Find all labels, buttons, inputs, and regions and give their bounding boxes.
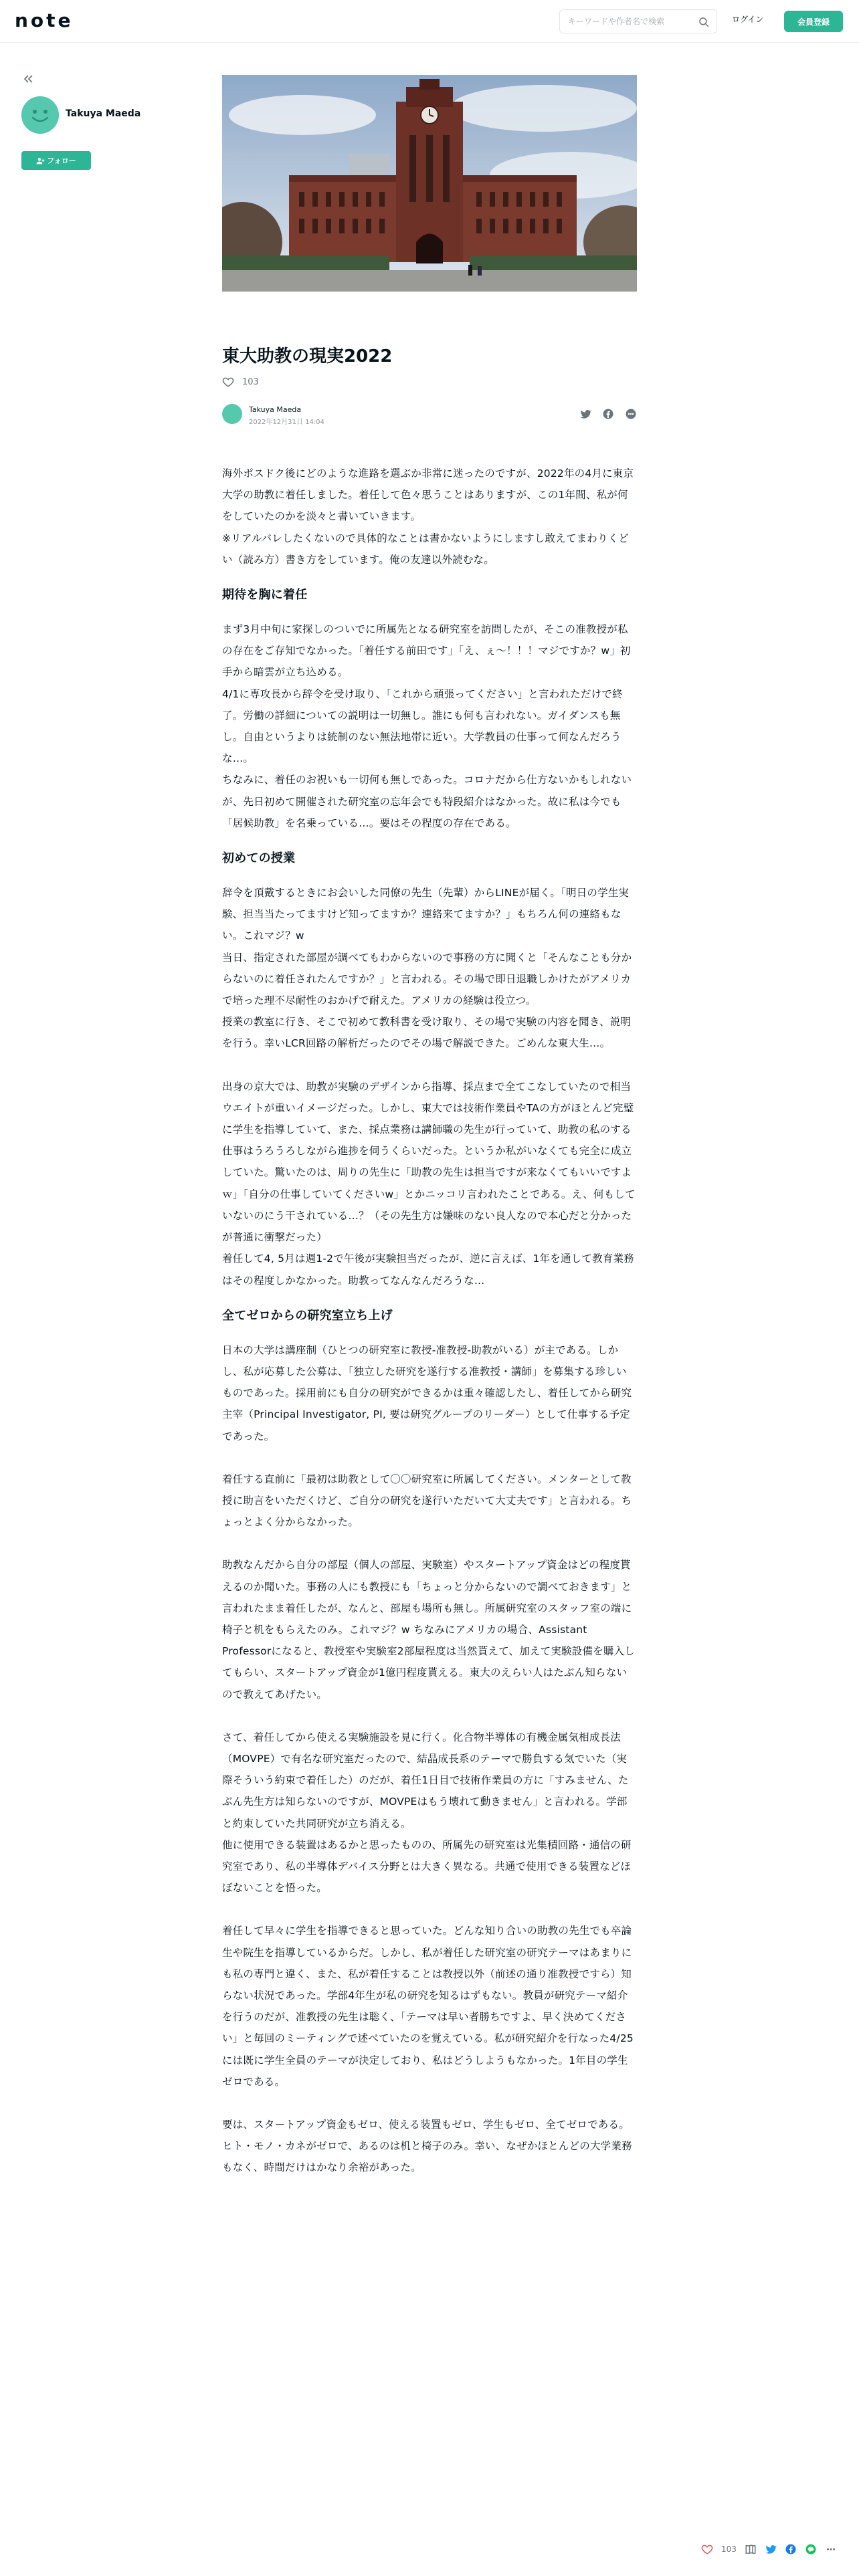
paragraph: 助教なんだから自分の部屋（個人の部屋、実験室）やスタートアップ資金はどの程度貰えるのか聞いた。事務の人にも教授にも「ちょっと分からないので調べておきます」と言われたまま着任したが、なんと、部屋も場所も無し。所属研究室のスタッフ室の端に椅子と机をもらえたのみ。これマジ？w ちなみにアメリカの場合、Assistant Professorになると、教授室や実験室2部屋程度は当然貰えて、加えて実験設備を購入してもらい、スタートアップ資金が1億円程度貰える。東大のえらい人はたぶん知らないので教えてあげたい。 bbox=[222, 1559, 635, 1701]
section-heading: 初めての授業 bbox=[222, 851, 296, 866]
article-body bbox=[222, 463, 637, 2179]
section-heading: 全てゼロからの研究室立ち上げ bbox=[222, 1308, 393, 1323]
follow-button[interactable] bbox=[21, 151, 91, 170]
paragraph-spacer bbox=[222, 1899, 637, 1920]
search-icon[interactable] bbox=[698, 16, 710, 28]
share-icons bbox=[579, 408, 637, 420]
paragraph-spacer bbox=[222, 1055, 637, 1076]
paragraph: 4/1に専攻長から辞令を受け取り、「これから頑張ってください」と言われただけで終了。労働の詳細についての説明は一切無し。誰にも何も言われない。ガイダンスも無し。自由というよりは統制のない無法地帯に近い。大学教員の仕事って何なんだろうな…。 bbox=[222, 687, 623, 765]
signup-button[interactable]: 会員登録 bbox=[784, 11, 843, 32]
meta-author-name[interactable]: Takuya Maeda bbox=[249, 405, 302, 414]
paragraph: さて、着任してから使える実験施設を見に行く。化合物半導体の有機金属気相成長法（MOVPE）で有名な研究室だったので、結晶成長系のテーマで勝負する気でいた（実際そういう約束で着任した）のだが、着任1日目で技術作業員の方に「すみません、たぶん先生方は知らないのですが、MOVPEはもう壊れて動きません」と言われる。学部と約束していた共同研究が立ち消える。 bbox=[222, 1731, 629, 1830]
paragraph: 着任して早々に学生を指導できると思っていた。どんな知り合いの助教の先生でも卒論生や院生を指導しているからだ。しかし、私が着任した研究室の研究テーマはあまりにも私の専門と違く、また、私が着任することは教授以外（前述の通り准教授ですら）知らない状況であった。学部4年生が私の研究を知るはずもない。教員が研究テーマ紹介を行うのだが、准教授の先生は聡く、「テーマは早い者勝ちですよ、早く決めてください」と毎回のミーティングで述べていたのを覚えている。私が研究紹介を行なった4/25には既に学生全員のテーマが決定しており、私はどうしようもなかった。1年目の学生ゼロである。 bbox=[222, 1925, 634, 2088]
sidebar-author-name[interactable]: Takuya Maeda bbox=[66, 108, 141, 119]
site-header bbox=[0, 0, 859, 43]
facebook-icon[interactable] bbox=[602, 408, 614, 420]
hatena-icon[interactable] bbox=[825, 2543, 837, 2555]
university-building-illustration bbox=[222, 75, 637, 292]
paragraph-spacer bbox=[222, 2092, 637, 2114]
author-avatar[interactable] bbox=[21, 96, 59, 134]
publish-date: 2022年12月31日 14:04 bbox=[249, 419, 324, 426]
paragraph: ※リアルバレしたくないので具体的なことは書かないようにしますし敢えてまわりくどい（読み方）書き方をしています。俺の友達以外読むな。 bbox=[222, 532, 630, 566]
paragraph-spacer bbox=[222, 1533, 637, 1554]
paragraph: 海外ポスドク後にどのような進路を選ぶか非常に迷ったのですが、2022年の4月に東京大学の助教に着任しました。着任して色々思うことはありますが、この1年間、私が何をしていたのかを淡々と書いていきます。 bbox=[222, 467, 634, 523]
login-button[interactable]: ログイン bbox=[732, 15, 764, 24]
search-input[interactable] bbox=[568, 10, 695, 33]
add-user-icon bbox=[36, 156, 45, 165]
section-heading: 期待を胸に着任 bbox=[222, 588, 308, 603]
double-chevron-left-icon[interactable] bbox=[21, 72, 35, 86]
paragraph: 当日、指定された部屋が調べてもわからないので事務の方に聞くと「そんなことも分からないのに着任されたんですか？」と言われる。その場で即日退職しかけたがアメリカで培った理不尽耐性のおかげで耐えた。アメリカの経験は役立つ。 bbox=[222, 951, 632, 1007]
paragraph: 他に使用できる装置はあるかと思ったものの、所属先の研究室は光集積回路・通信の研究室であり、私の半導体デバイス分野とは大きく異なる。共通で使用できる装置などほぼないことを悟った。 bbox=[222, 1838, 632, 1895]
follow-label: フォロー bbox=[47, 156, 76, 165]
meta-author-avatar[interactable] bbox=[222, 404, 242, 424]
magazine-icon[interactable] bbox=[745, 2543, 757, 2555]
paragraph: 辞令を頂戴するときにお会いした同僚の先生（先輩）からLINEが届く。「明日の学生実験、担当当たってますけど知ってますか？連絡来てますか？」もちろん何の連絡もない。これマジ？w bbox=[222, 887, 630, 942]
article-meta bbox=[222, 401, 637, 428]
bottom-like-count[interactable]: 103 bbox=[721, 2545, 737, 2554]
paragraph: 着任する直前に「最初は助教として〇〇研究室に所属してください。メンターとして教授に助言をいただくけど、ご自分の研究を遂行いただいて大丈夫です」と言われる。ちょっとよく分からなかった。 bbox=[222, 1473, 632, 1529]
article-title: 東大助教の現実2022 bbox=[222, 346, 393, 366]
note-logo[interactable]: note bbox=[15, 9, 74, 31]
facebook-icon[interactable] bbox=[785, 2543, 797, 2555]
paragraph: まず3月中旬に家探しのついでに所属先となる研究室を訪問したが、そこの准教授が私の存在をご存知でなかった。「着任する前田です」「え、ぇ～！！！マジですか？w」初手から暗雲が立ち込める。 bbox=[222, 623, 631, 679]
heart-icon[interactable] bbox=[222, 376, 234, 388]
hatena-icon[interactable] bbox=[625, 408, 637, 420]
hero-image bbox=[222, 75, 637, 292]
search-box[interactable] bbox=[559, 9, 717, 33]
paragraph: 着任して4, 5月は週1-2で午後が実験担当だったが、逆に言えば、1年を通して教育業務はその程度しかなかった。助教ってなんなんだろうな… bbox=[222, 1253, 634, 1287]
paragraph-spacer bbox=[222, 1705, 637, 1727]
like-count[interactable]: 103 bbox=[242, 377, 259, 387]
paragraph: 出身の京大では、助教が実験のデザインから指導、採点まで全てこなしていたので相当ウエイトが重いイメージだった。しかし、東大では技術作業員やTAの方がほとんど完璧に学生を指導していて、また、採点業務は講師職の先生が行っていて、助教の私のする仕事はうろうろしながら進捗を伺うくらいだった。というか私がいなくても完全に成立していた。驚いたのは、周りの先生に「助教の先生は担当ですが来なくてもいいですよｗ」「自分の仕事していてくださいw」とかニッコリ言われたことである。え、何もしていないのにう干されている…？（その先生方は嫌味のない良人なので本心だと分かったが普通に衝撃だった） bbox=[222, 1080, 636, 1244]
like-row bbox=[222, 376, 259, 388]
smile-avatar-icon bbox=[21, 96, 59, 134]
twitter-icon[interactable] bbox=[765, 2543, 777, 2555]
line-icon[interactable] bbox=[805, 2543, 817, 2555]
twitter-icon[interactable] bbox=[579, 408, 591, 420]
paragraph: ちなみに、着任のお祝いも一切何も無しであった。コロナだから仕方ないかもしれないが、先日初めて開催された研究室の忘年会でも特段紹介はなかった。故に私は今でも「居候助教」を名乗っている…。要はその程度の存在である。 bbox=[222, 774, 632, 829]
paragraph-spacer bbox=[222, 1447, 637, 1469]
paragraph: 要は、スタートアップ資金もゼロ、使える装置もゼロ、学生もゼロ、全てゼロである。ヒト・モノ・カネがゼロで、あるのは机と椅子のみ。幸い、なぜかほとんどの大学業務もなく、時間だけはかなり余裕があった。 bbox=[222, 2119, 632, 2174]
paragraph: 日本の大学は講座制（ひとつの研究室に教授-准教授-助教がいる）が主である。しかし、私が応募した公募は、「独立した研究を遂行する准教授・講師」を募集する珍しいものであった。採用前にも自分の研究ができるかは重々確認したし、着任してから研究主宰（Principal Investigator, PI, 要は研究グループのリーダー）として仕事する予定であった。 bbox=[222, 1344, 632, 1442]
heart-icon[interactable] bbox=[701, 2543, 713, 2555]
paragraph: 授業の教室に行き、そこで初めて教科書を受け取り、その場で実験の内容を聞き、説明を行う。幸いLCR回路の解析だったのでその場で解説できた。ごめんな東大生…。 bbox=[222, 1016, 632, 1050]
floating-action-bar bbox=[696, 2535, 854, 2564]
